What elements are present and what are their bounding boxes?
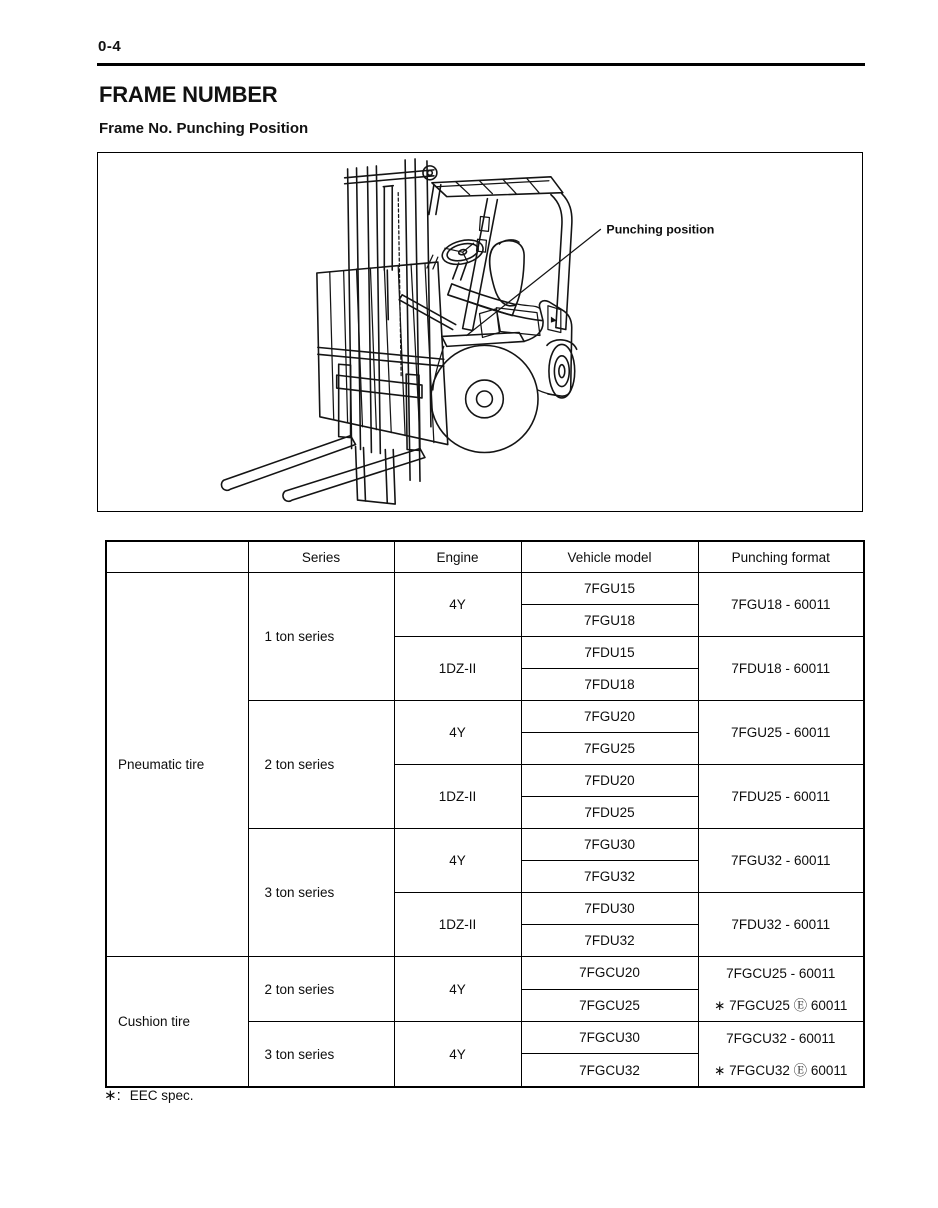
cell-punching: 7FGU32 - 60011 bbox=[698, 829, 864, 893]
table-row bbox=[106, 957, 864, 990]
frame-number-table bbox=[105, 540, 865, 1088]
punching-eec: ∗ 7FGCU32 Ⓔ 60011 bbox=[714, 1063, 848, 1078]
footnote-asterisk: ∗: bbox=[104, 1087, 121, 1104]
cell-engine: 4Y bbox=[394, 573, 521, 637]
table-header-row bbox=[106, 541, 864, 573]
cell-series: 3 ton series bbox=[248, 1022, 394, 1088]
punching-standard: 7FGCU32 - 60011 bbox=[726, 1031, 836, 1046]
cell-punching: 7FDU32 - 60011 bbox=[698, 893, 864, 957]
cell-model: 7FGU25 bbox=[521, 733, 698, 765]
cell-engine: 1DZ-II bbox=[394, 765, 521, 829]
cell-punching: 7FGU25 - 60011 bbox=[698, 701, 864, 765]
overhead-guard bbox=[429, 177, 572, 331]
header-punching-format: Punching format bbox=[698, 541, 864, 573]
header-series: Series bbox=[248, 541, 394, 573]
cell-engine: 4Y bbox=[394, 701, 521, 765]
cell-engine: 4Y bbox=[394, 957, 521, 1022]
cell-engine: 4Y bbox=[394, 1022, 521, 1088]
header-engine: Engine bbox=[394, 541, 521, 573]
cell-model: 7FGU18 bbox=[521, 605, 698, 637]
cell-model: 7FGU30 bbox=[521, 829, 698, 861]
mast bbox=[345, 159, 456, 504]
cell-model: 7FGCU32 bbox=[521, 1054, 698, 1087]
cell-punching: 7FDU18 - 60011 bbox=[698, 637, 864, 701]
cell-punching-pair bbox=[698, 1022, 864, 1088]
punching-standard: 7FGCU25 - 60011 bbox=[726, 966, 836, 981]
punching-position-figure bbox=[97, 152, 863, 512]
cell-model: 7FDU25 bbox=[521, 797, 698, 829]
cell-model: 7FDU18 bbox=[521, 669, 698, 701]
cell-series: 3 ton series bbox=[248, 829, 394, 957]
section-subtitle: Frame No. Punching Position bbox=[99, 120, 309, 137]
cell-model: 7FGU32 bbox=[521, 861, 698, 893]
page-title: FRAME NUMBER bbox=[99, 82, 278, 107]
cell-series: 2 ton series bbox=[248, 701, 394, 829]
cell-tire-pneumatic: Pneumatic tire bbox=[106, 573, 248, 957]
forklift-line-drawing bbox=[98, 153, 862, 511]
cell-punching: 7FGU18 - 60011 bbox=[698, 573, 864, 637]
cell-series: 1 ton series bbox=[248, 573, 394, 701]
cell-model: 7FGU20 bbox=[521, 701, 698, 733]
header-tire bbox=[106, 541, 248, 573]
cell-model: 7FGCU25 bbox=[521, 989, 698, 1022]
cell-model: 7FDU20 bbox=[521, 765, 698, 797]
cell-model: 7FDU15 bbox=[521, 637, 698, 669]
header-vehicle-model: Vehicle model bbox=[521, 541, 698, 573]
cell-tire-cushion: Cushion tire bbox=[106, 957, 248, 1088]
front-wheel bbox=[431, 345, 538, 452]
cell-engine: 4Y bbox=[394, 829, 521, 893]
cell-series: 2 ton series bbox=[248, 957, 394, 1022]
footnote-text: EEC spec. bbox=[129, 1088, 194, 1103]
cell-model: 7FGU15 bbox=[521, 573, 698, 605]
page-number: 0-4 bbox=[98, 38, 122, 55]
cell-punching: 7FDU25 - 60011 bbox=[698, 765, 864, 829]
callout-label: Punching position bbox=[606, 222, 715, 237]
rear-wheel bbox=[547, 340, 577, 398]
punching-position-callout bbox=[467, 222, 715, 335]
header-rule bbox=[97, 63, 865, 66]
table-row bbox=[106, 573, 864, 605]
cell-model: 7FDU32 bbox=[521, 925, 698, 957]
cell-engine: 1DZ-II bbox=[394, 637, 521, 701]
cell-model: 7FGCU20 bbox=[521, 957, 698, 990]
cell-punching-pair bbox=[698, 957, 864, 1022]
cell-engine: 1DZ-II bbox=[394, 893, 521, 957]
cell-model: 7FDU30 bbox=[521, 893, 698, 925]
eec-footnote bbox=[104, 1086, 194, 1104]
cell-model: 7FGCU30 bbox=[521, 1022, 698, 1054]
punching-eec: ∗ 7FGCU25 Ⓔ 60011 bbox=[714, 998, 848, 1013]
